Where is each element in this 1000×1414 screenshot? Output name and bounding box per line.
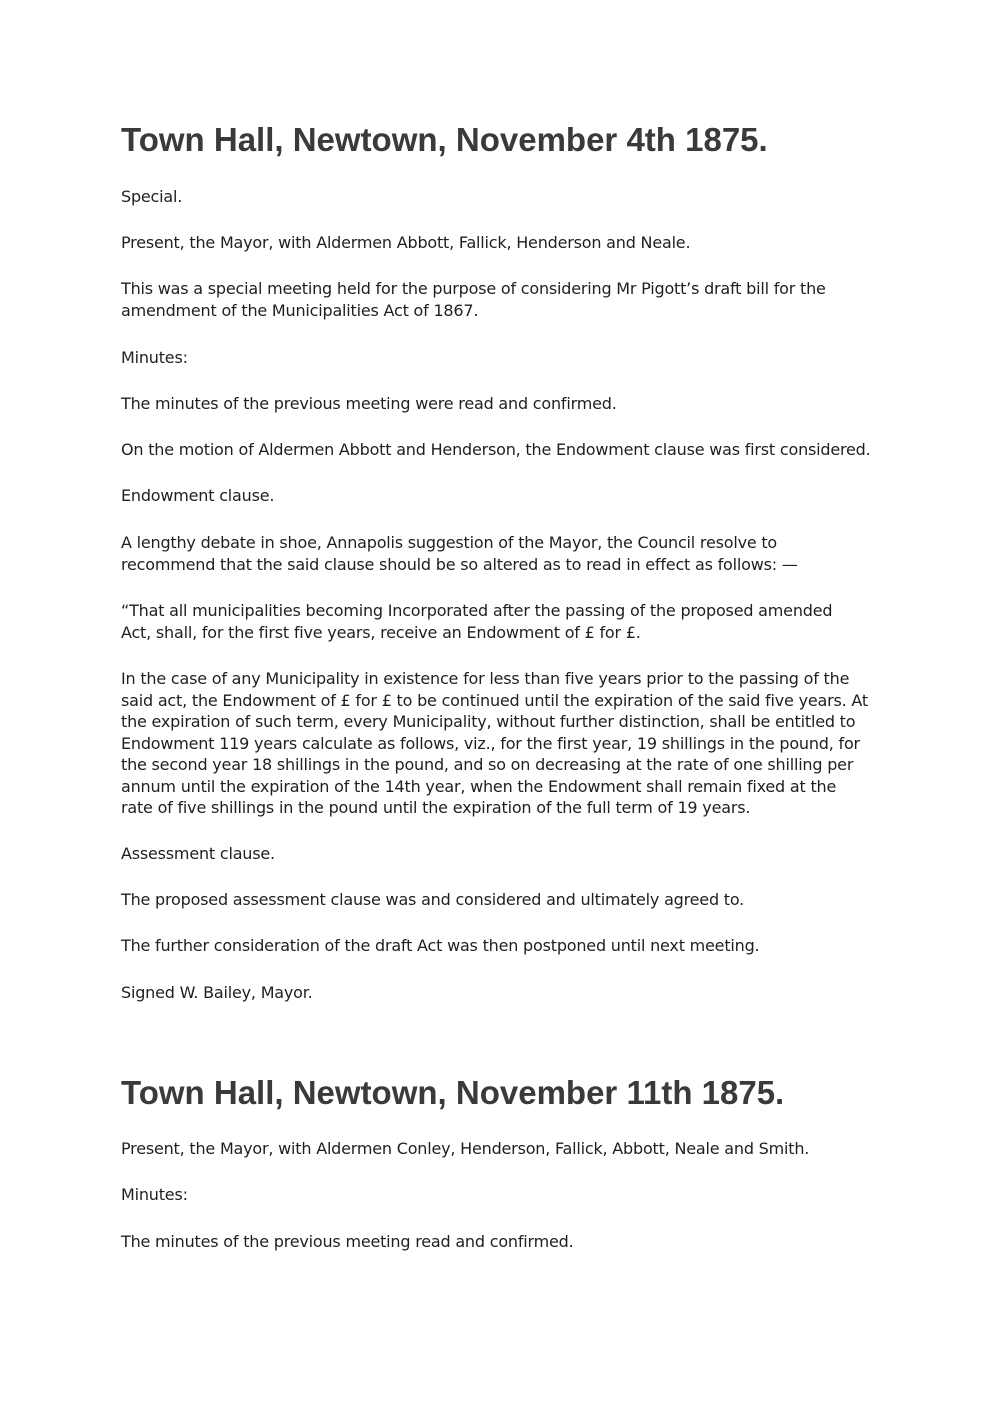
section-1-para-13: The further consideration of the draft Act was then postponed until next meeting. <box>121 936 760 955</box>
section-1-para-6: On the motion of Aldermen Abbott and Henderson, the Endowment clause was first considered. <box>121 440 871 459</box>
section-1-para-10: In the case of any Municipality in existence for less than five years prior to the passing of the said act, the Endowment of £ for £ to be continued until the expiration of the said five years. At the expiration of such term, every Municipality, without further distinction, shall be entitled to Endowment 119 years calculate as follows, viz., for the first year, 19 shillings in the pound, for the second year 18 shillings in the pound, and so on decreasing at the rate of one shilling per annum until the expiration of the 14th year, when the Endowment shall remain fixed at the rate of five shillings in the pound until the expiration of the full term of 19 years. <box>121 669 868 817</box>
section-1-para-12: The proposed assessment clause was and considered and ultimately agreed to. <box>121 890 745 909</box>
section-1-para-7: Endowment clause. <box>121 486 275 505</box>
section-1-para-3: This was a special meeting held for the purpose of considering Mr Pigott’s draft bill for the amendment of the Municipalities Act of 1867. <box>121 279 826 320</box>
section-2-title: Town Hall, Newtown, November 11th 1875. <box>121 1074 785 1111</box>
section-1-para-2: Present, the Mayor, with Aldermen Abbott, Fallick, Henderson and Neale. <box>121 233 691 252</box>
section-2-para-3: The minutes of the previous meeting read and confirmed. <box>121 1232 574 1251</box>
section-1-para-11: Assessment clause. <box>121 844 275 863</box>
section-1-signature: Signed W. Bailey, Mayor. <box>121 983 313 1002</box>
section-1-para-4: Minutes: <box>121 348 188 367</box>
section-1-para-8: A lengthy debate in shoe, Annapolis suggestion of the Mayor, the Council resolve to recommend that the said clause should be so altered as to read in effect as follows: — <box>121 533 798 574</box>
section-1-para-1: Special. <box>121 187 183 206</box>
section-1-para-5: The minutes of the previous meeting were read and confirmed. <box>121 394 617 413</box>
section-2-para-1: Present, the Mayor, with Aldermen Conley, Henderson, Fallick, Abbott, Neale and Smith. <box>121 1139 810 1158</box>
section-2-para-2: Minutes: <box>121 1185 188 1204</box>
section-1-title: Town Hall, Newtown, November 4th 1875. <box>121 121 768 158</box>
section-1-para-9: “That all municipalities becoming Incorporated after the passing of the proposed amended Act, shall, for the first five years, receive an Endowment of £ for £. <box>121 601 833 642</box>
